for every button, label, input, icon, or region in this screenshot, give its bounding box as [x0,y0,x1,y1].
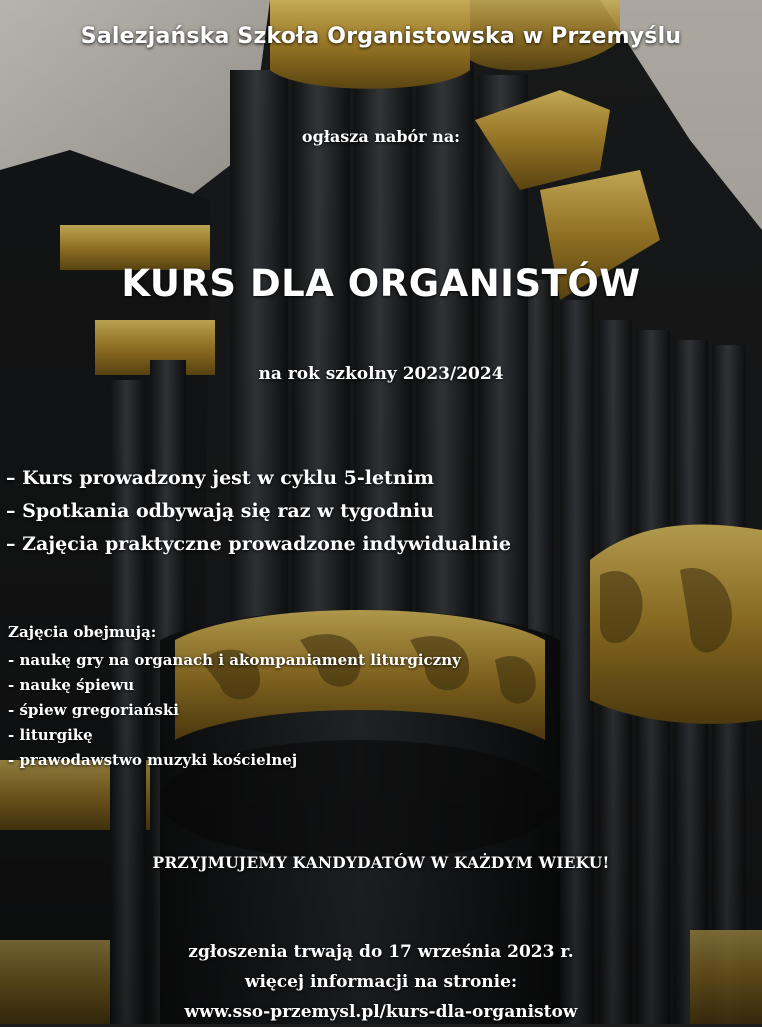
feature-item: – Zajęcia praktyczne prowadzone indywidualnie [6,533,512,555]
scope-item: - naukę gry na organach i akompaniament liturgiczny [8,651,461,669]
deadline-text: zgłoszenia trwają do 17 września 2023 r. [188,942,574,962]
scope-list [8,648,762,773]
scope-item: - naukę śpiewu [8,676,135,694]
footer-info [0,937,762,1027]
scope-item: - prawodawstwo muzyki kościelnej [8,751,298,769]
course-features-list [6,462,762,561]
scope-heading: Zajęcia obejmują: [8,623,157,641]
more-info-text: więcej informacji na stronie: [244,972,518,992]
scope-item: - śpiew gregoriański [8,701,179,719]
school-name: Salezjańska Szkoła Organistowska w Przemyślu [80,24,682,49]
website-link[interactable]: www.sso-przemysl.pl/kurs-dla-organistow [184,1002,578,1022]
course-title: KURS DLA ORGANISTÓW [121,262,641,305]
school-year: na rok szkolny 2023/2024 [258,364,504,384]
feature-item: – Kurs prowadzony jest w cyklu 5-letnim [6,467,434,489]
feature-item: – Spotkania odbywają się raz w tygodniu [6,500,434,522]
scope-item: - liturgikę [8,726,93,744]
candidates-banner: PRZYJMUJEMY KANDYDATÓW W KAŻDYM WIEKU! [152,853,610,872]
announcement-line: ogłasza nabór na: [301,127,461,146]
